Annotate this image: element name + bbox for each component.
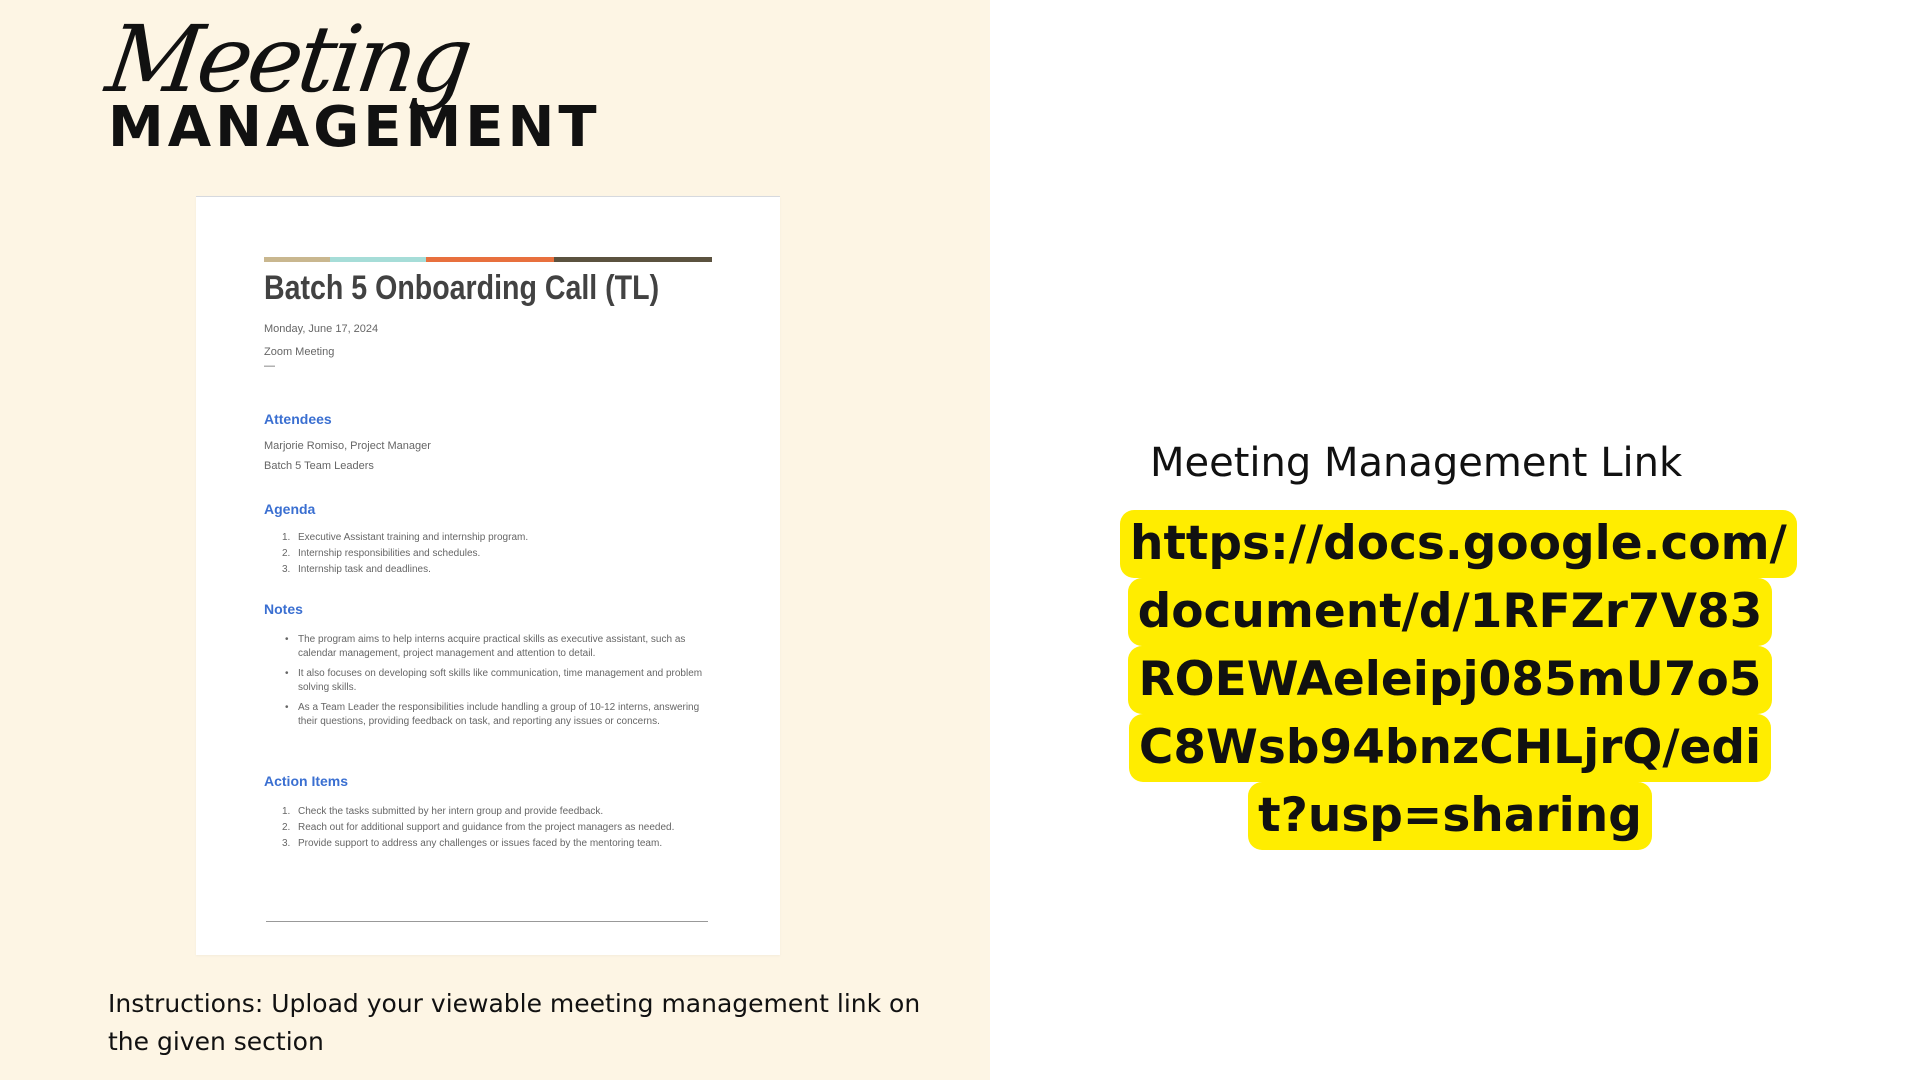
doc-date: Monday, June 17, 2024	[264, 323, 379, 335]
notes-list	[264, 633, 714, 731]
color-bar-segment	[330, 257, 426, 262]
notes-heading: Notes	[264, 601, 303, 617]
note-item: • The program aims to help interns acquire practical skills as executive assistant, such as calendar management, project management and attention to detail.	[285, 634, 686, 659]
attendee-item: Batch 5 Team Leaders	[264, 460, 374, 472]
link-box	[1120, 510, 1787, 850]
color-bar	[264, 257, 712, 262]
action-item: 3. Provide support to address any challenges or issues faced by the mentoring team.	[282, 838, 663, 849]
agenda-list	[264, 531, 714, 579]
agenda-item: 3. Internship task and deadlines.	[282, 564, 431, 575]
agenda-heading: Agenda	[264, 501, 316, 517]
attendees-heading: Attendees	[264, 411, 332, 427]
action-items-list	[264, 805, 714, 853]
link-url-line[interactable]: C8Wsb94bnzCHLjrQ/edi	[1129, 714, 1771, 782]
link-url-line[interactable]: https://docs.google.com/	[1120, 510, 1797, 578]
action-item: 1. Check the tasks submitted by her intern group and provide feedback.	[282, 806, 604, 817]
link-url-line[interactable]: ROEWAeleipj085mU7o5	[1128, 646, 1771, 714]
color-bar-segment	[426, 257, 554, 262]
page-title: MANAGEMENT	[108, 95, 601, 160]
script-title: Meeting	[100, 6, 476, 113]
action-item: 2. Reach out for additional support and guidance from the project managers as needed.	[282, 822, 675, 833]
attendee-item: Marjorie Romiso, Project Manager	[264, 440, 431, 452]
instructions-text: Instructions: Upload your viewable meeting management link on the given section	[108, 989, 921, 1056]
link-url-line[interactable]: t?usp=sharing	[1248, 782, 1652, 850]
doc-title: Batch 5 Onboarding Call (TL)	[264, 269, 660, 307]
doc-location: Zoom Meeting	[264, 346, 335, 358]
document-preview	[196, 196, 780, 955]
doc-dash: —	[264, 360, 275, 372]
doc-bottom-divider	[266, 921, 708, 922]
color-bar-segment	[554, 257, 712, 262]
note-item: • It also focuses on developing soft skills like communication, time management and problem solving skills.	[285, 668, 703, 693]
link-label: Meeting Management Link	[1150, 440, 1683, 486]
link-url-line[interactable]: document/d/1RFZr7V83	[1128, 578, 1773, 646]
action-items-heading: Action Items	[264, 773, 349, 789]
note-item: • As a Team Leader the responsibilities include handling a group of 10-12 interns, answering their questions, providing feedback on task, and reporting any issues or concerns.	[285, 702, 700, 727]
agenda-item: 1. Executive Assistant training and internship program.	[282, 532, 529, 543]
color-bar-segment	[264, 257, 330, 262]
agenda-item: 2. Internship responsibilities and schedules.	[282, 548, 481, 559]
